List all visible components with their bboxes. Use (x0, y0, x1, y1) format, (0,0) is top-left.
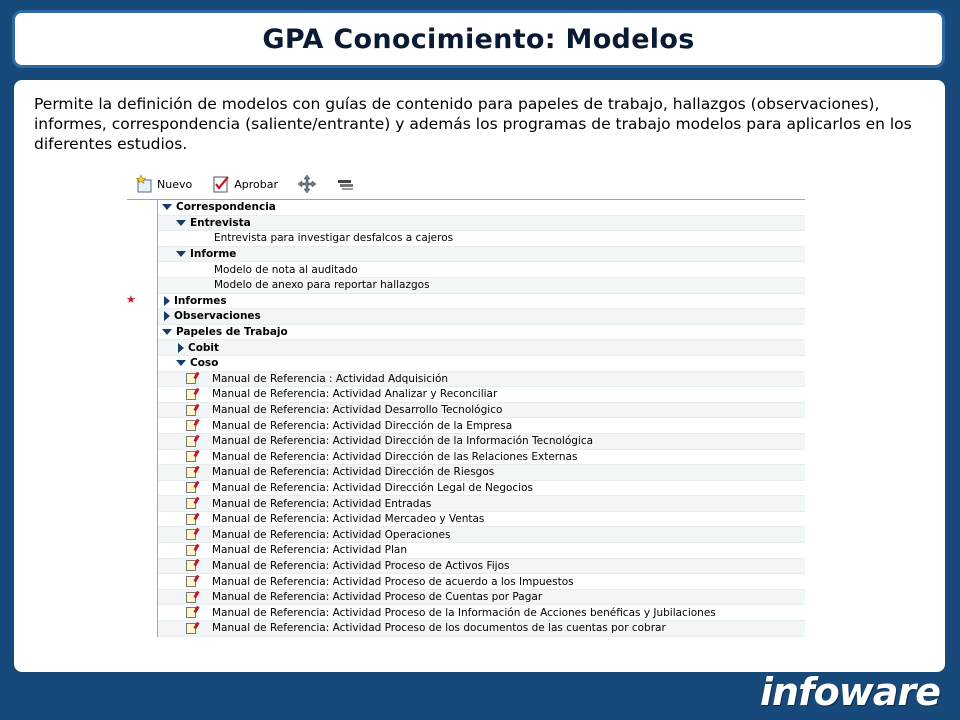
new-button[interactable] (134, 174, 192, 194)
move-arrows-icon (297, 174, 317, 194)
tree-folder-row[interactable] (158, 309, 805, 325)
tree-node-label: Manual de Referencia: Actividad Proceso de los documentos de las cuentas por cobrar (212, 622, 666, 635)
tree-item-row[interactable] (158, 372, 805, 388)
collapse-arrow-icon[interactable] (164, 296, 170, 306)
tree-node-label: Manual de Referencia: Actividad Dirección de la Información Tecnológica (212, 435, 594, 448)
stack-lines-icon (336, 174, 356, 194)
tree-node-label: Modelo de anexo para reportar hallazgos (214, 279, 430, 292)
tree-folder-row[interactable] (158, 247, 805, 263)
collapse-all-button[interactable] (336, 174, 356, 194)
tree-node-label: Manual de Referencia : Actividad Adquisición (212, 372, 449, 385)
move-button[interactable] (297, 174, 317, 194)
tree-node-label: Observaciones (174, 310, 261, 323)
tree-node-label: Manual de Referencia: Actividad Desarrollo Tecnológico (212, 404, 503, 417)
tree-item-row[interactable] (158, 559, 805, 575)
tree-item-row[interactable] (158, 387, 805, 403)
document-edit-icon (186, 592, 196, 603)
collapse-arrow-icon[interactable] (164, 311, 170, 321)
tree-node-label: Manual de Referencia: Actividad Analizar y Reconciliar (212, 388, 498, 401)
document-edit-icon (186, 514, 196, 525)
document-edit-icon (186, 576, 196, 587)
tree-folder-row[interactable] (158, 356, 805, 372)
tree-node-label: Cobit (188, 341, 220, 354)
expand-arrow-icon[interactable] (162, 329, 172, 335)
tree-node-label: Informe (190, 248, 237, 261)
tree-folder-row[interactable] (158, 216, 805, 232)
tree-node-label: Manual de Referencia: Actividad Proceso de acuerdo a los Impuestos (212, 575, 574, 588)
tree-item-row[interactable] (158, 450, 805, 466)
toolbar (127, 169, 805, 200)
marker-star-icon: ★ (126, 293, 136, 306)
tree-folder-row[interactable] (158, 325, 805, 341)
tree-node-label: Manual de Referencia: Actividad Proceso de Activos Fijos (212, 559, 510, 572)
tree-node-label: Manual de Referencia: Actividad Dirección de las Relaciones Externas (212, 450, 578, 463)
tree-node-label: Correspondencia (176, 201, 276, 214)
document-edit-icon (186, 482, 196, 493)
tree-node-label: Manual de Referencia: Actividad Operaciones (212, 528, 451, 541)
document-edit-icon (186, 623, 196, 634)
tree-node-label: Manual de Referencia: Actividad Entradas (212, 497, 432, 510)
tree-item-row[interactable] (158, 590, 805, 606)
tree-item-row[interactable] (158, 418, 805, 434)
document-edit-icon (186, 545, 196, 556)
content-panel (14, 80, 945, 672)
tree-node-label: Manual de Referencia: Actividad Proceso de Cuentas por Pagar (212, 591, 543, 604)
tree-node-label: Entrevista para investigar desfalcos a cajeros (214, 232, 454, 245)
document-edit-icon (186, 498, 196, 509)
tree-folder-row[interactable] (158, 340, 805, 356)
document-edit-icon (186, 436, 196, 447)
tree-node-label: Manual de Referencia: Actividad Proceso de la Información de Acciones benéficas y Jubilaciones (212, 606, 716, 619)
document-edit-icon (186, 405, 196, 416)
tree-item-row[interactable] (158, 621, 805, 637)
document-edit-icon (186, 373, 196, 384)
tree-item-row[interactable] (158, 481, 805, 497)
tree-item-row[interactable] (158, 231, 805, 247)
tree-view (157, 200, 805, 637)
tree-item-row[interactable] (158, 543, 805, 559)
document-edit-icon (186, 420, 196, 431)
tree-item-row[interactable] (158, 512, 805, 528)
expand-arrow-icon[interactable] (162, 204, 172, 210)
tree-folder-row[interactable] (158, 294, 805, 310)
approve-check-icon (211, 174, 231, 194)
tree-node-label: Modelo de nota al auditado (214, 263, 358, 276)
page-title: GPA Conocimiento: Modelos (262, 23, 695, 55)
document-edit-icon (186, 529, 196, 540)
tree-item-row[interactable] (158, 605, 805, 621)
tree-node-label: Papeles de Trabajo (176, 326, 288, 339)
tree-node-label: Manual de Referencia: Actividad Plan (212, 544, 407, 557)
collapse-arrow-icon[interactable] (178, 343, 184, 353)
tree-node-label: Manual de Referencia: Actividad Dirección Legal de Negocios (212, 481, 533, 494)
tree-item-row[interactable] (158, 262, 805, 278)
tree-node-label: Manual de Referencia: Actividad Dirección de Riesgos (212, 466, 495, 479)
expand-arrow-icon[interactable] (176, 220, 186, 226)
tree-node-label: Informes (174, 294, 227, 307)
document-edit-icon (186, 451, 196, 462)
tree-node-label: Manual de Referencia: Actividad Dirección de la Empresa (212, 419, 513, 432)
tree-node-label: Coso (190, 357, 219, 370)
document-edit-icon (186, 467, 196, 478)
expand-arrow-icon[interactable] (176, 360, 186, 366)
tree-node-label: Manual de Referencia: Actividad Mercadeo y Ventas (212, 513, 485, 526)
description-text: Permite la definición de modelos con guías de contenido para papeles de trabajo, hallazgos (observaciones), informes, correspondencia (saliente/entrante) y además los programas de trabajo modelos para aplicarlos en los diferentes estudios. (34, 95, 912, 153)
document-edit-icon (186, 560, 196, 571)
company-logo: infoware (760, 670, 940, 714)
tree-folder-row[interactable] (158, 200, 805, 216)
tree-item-row[interactable] (158, 465, 805, 481)
tree-item-row[interactable] (158, 574, 805, 590)
document-edit-icon (186, 389, 196, 400)
approve-button-label: Aprobar (234, 177, 278, 191)
tree-item-row[interactable] (158, 403, 805, 419)
tree-window (127, 169, 805, 641)
tree-item-row[interactable] (158, 434, 805, 450)
new-document-icon (134, 174, 154, 194)
expand-arrow-icon[interactable] (176, 251, 186, 257)
tree-item-row[interactable] (158, 278, 805, 294)
document-edit-icon (186, 607, 196, 618)
tree-item-row[interactable] (158, 496, 805, 512)
tree-item-row[interactable] (158, 527, 805, 543)
title-bar (12, 10, 945, 68)
tree-node-label: Entrevista (190, 216, 251, 229)
approve-button[interactable] (211, 174, 278, 194)
new-button-label: Nuevo (157, 177, 193, 191)
